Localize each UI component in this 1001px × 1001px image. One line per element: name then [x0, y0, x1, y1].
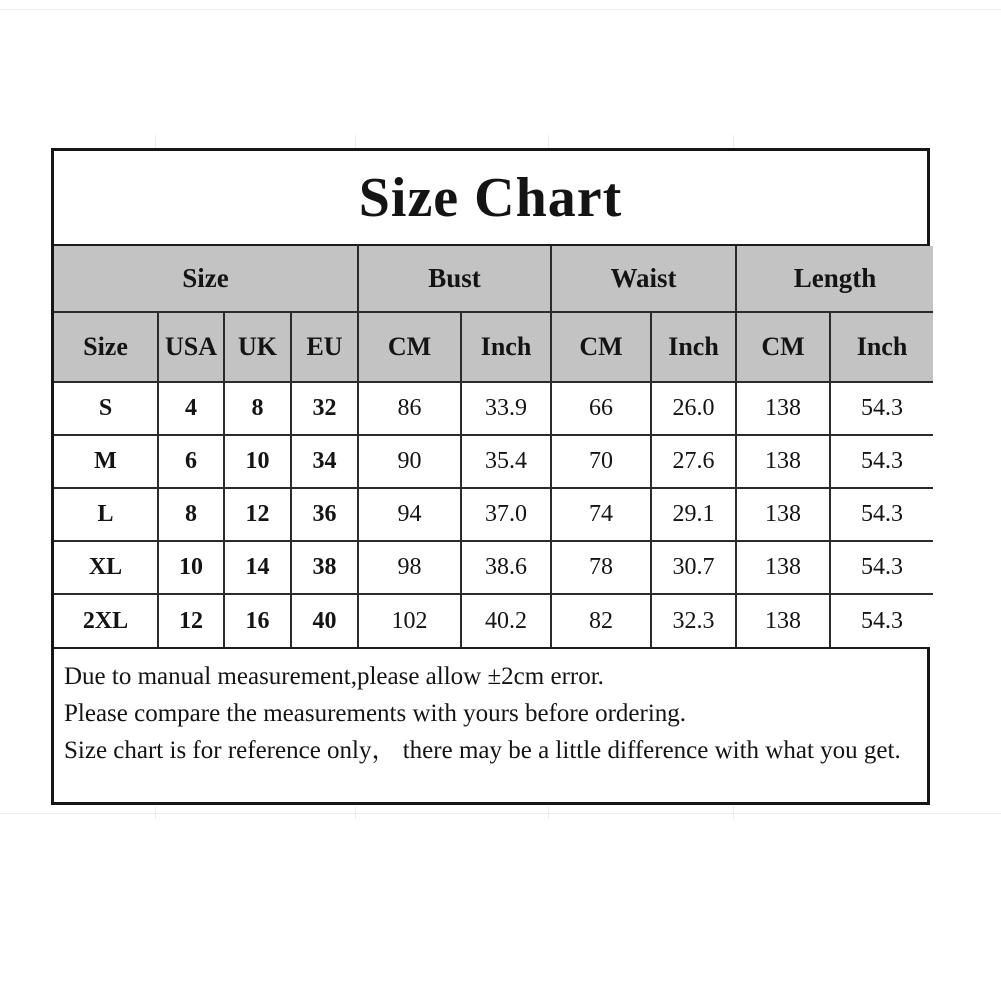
sheet-gridline: [733, 806, 734, 819]
col-header-uk: UK: [224, 312, 291, 382]
table-row: [54, 541, 933, 594]
cell-length-cm: 138: [736, 488, 830, 541]
cell-length-inch: 54.3: [830, 382, 933, 435]
group-header-waist: Waist: [551, 246, 736, 312]
col-header-length-inch: Inch: [830, 312, 933, 382]
cell-usa: 8: [158, 488, 224, 541]
table-row: [54, 594, 933, 647]
cell-uk: 10: [224, 435, 291, 488]
table-row: [54, 435, 933, 488]
col-header-waist-cm: CM: [551, 312, 651, 382]
size-chart-panel: [51, 148, 930, 805]
cell-length-inch: 54.3: [830, 435, 933, 488]
cell-bust-cm: 98: [358, 541, 461, 594]
cell-size: S: [54, 382, 158, 435]
cell-waist-inch: 32.3: [651, 594, 736, 647]
cell-size: L: [54, 488, 158, 541]
cell-bust-cm: 102: [358, 594, 461, 647]
cell-usa: 6: [158, 435, 224, 488]
col-header-length-cm: CM: [736, 312, 830, 382]
sheet-gridline: [548, 806, 549, 819]
cell-bust-cm: 90: [358, 435, 461, 488]
size-table-body: [54, 382, 933, 647]
col-header-bust-inch: Inch: [461, 312, 551, 382]
col-header-size: Size: [54, 312, 158, 382]
cell-uk: 14: [224, 541, 291, 594]
cell-bust-cm: 86: [358, 382, 461, 435]
cell-usa: 12: [158, 594, 224, 647]
cell-bust-cm: 94: [358, 488, 461, 541]
cell-waist-cm: 78: [551, 541, 651, 594]
cell-eu: 38: [291, 541, 358, 594]
group-header-length: Length: [736, 246, 933, 312]
cell-waist-cm: 82: [551, 594, 651, 647]
col-header-bust-cm: CM: [358, 312, 461, 382]
note-line: Please compare the measurements with yours before ordering.: [64, 700, 687, 727]
table-row: [54, 488, 933, 541]
cell-uk: 8: [224, 382, 291, 435]
sheet-gridline: [548, 135, 549, 148]
group-header-row: [54, 246, 933, 312]
cell-waist-inch: 29.1: [651, 488, 736, 541]
cell-length-inch: 54.3: [830, 488, 933, 541]
cell-usa: 10: [158, 541, 224, 594]
chart-title: Size Chart: [54, 151, 927, 246]
size-chart-table: [54, 246, 933, 647]
sheet-gridline: [0, 813, 1001, 814]
group-header-size: Size: [54, 246, 358, 312]
group-header-bust: Bust: [358, 246, 551, 312]
cell-bust-inch: 38.6: [461, 541, 551, 594]
sheet-gridline: [155, 806, 156, 819]
cell-length-cm: 138: [736, 541, 830, 594]
cell-waist-cm: 74: [551, 488, 651, 541]
cell-bust-inch: 35.4: [461, 435, 551, 488]
col-header-usa: USA: [158, 312, 224, 382]
cell-waist-inch: 30.7: [651, 541, 736, 594]
cell-uk: 12: [224, 488, 291, 541]
cell-length-inch: 54.3: [830, 594, 933, 647]
col-header-waist-inch: Inch: [651, 312, 736, 382]
cell-size: M: [54, 435, 158, 488]
sheet-gridline: [0, 9, 1001, 10]
sheet-gridline: [355, 135, 356, 148]
cell-eu: 40: [291, 594, 358, 647]
column-header-row: [54, 312, 933, 382]
cell-uk: 16: [224, 594, 291, 647]
cell-eu: 36: [291, 488, 358, 541]
cell-waist-cm: 70: [551, 435, 651, 488]
cell-bust-inch: 37.0: [461, 488, 551, 541]
cell-waist-cm: 66: [551, 382, 651, 435]
sheet-gridline: [155, 135, 156, 148]
notes-section: [54, 647, 927, 802]
cell-length-cm: 138: [736, 382, 830, 435]
cell-eu: 32: [291, 382, 358, 435]
table-row: [54, 382, 933, 435]
cell-length-cm: 138: [736, 594, 830, 647]
cell-waist-inch: 27.6: [651, 435, 736, 488]
cell-size: XL: [54, 541, 158, 594]
note-line: Size chart is for reference only， there may be a little difference with what you get.: [64, 737, 901, 764]
cell-eu: 34: [291, 435, 358, 488]
cell-length-cm: 138: [736, 435, 830, 488]
cell-waist-inch: 26.0: [651, 382, 736, 435]
note-line: Due to manual measurement,please allow ±2cm error.: [64, 663, 604, 690]
cell-usa: 4: [158, 382, 224, 435]
cell-length-inch: 54.3: [830, 541, 933, 594]
cell-size: 2XL: [54, 594, 158, 647]
sheet-gridline: [355, 806, 356, 819]
sheet-gridline: [733, 135, 734, 148]
col-header-eu: EU: [291, 312, 358, 382]
cell-bust-inch: 40.2: [461, 594, 551, 647]
cell-bust-inch: 33.9: [461, 382, 551, 435]
